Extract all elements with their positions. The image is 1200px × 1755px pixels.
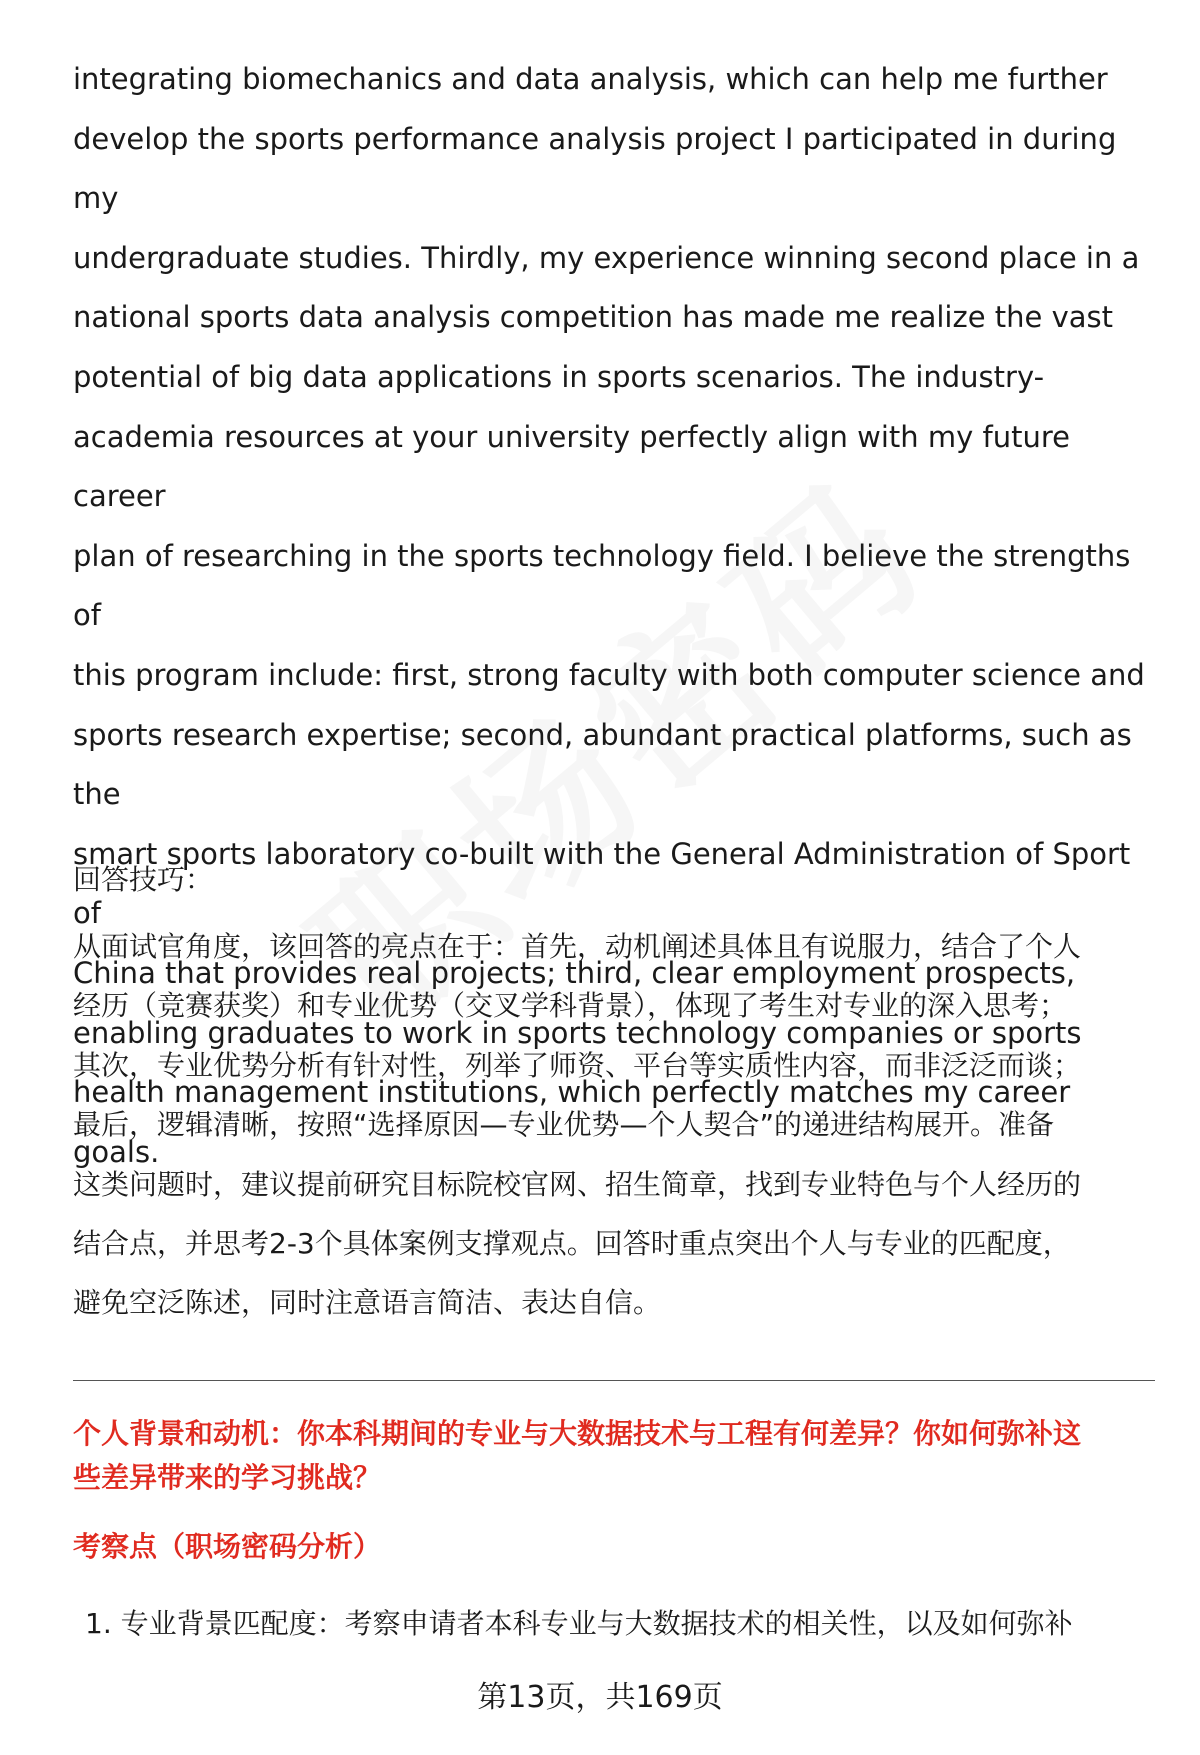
section-divider xyxy=(73,1380,1155,1381)
page-number: 第13页，共169页 xyxy=(477,1680,723,1715)
tips-label: 回答技巧： xyxy=(73,863,214,896)
answer-paragraph: integrating biomechanics and data analysis, which can help me further develop the sports performance analysis project I participated in during my undergraduate studies. Thirdly, my experience winning second place in a national sports data analysis competition has made me realize the vast potential of big data applications in sports scenarios. The industry- academia resources at your university perfectly align with my future career plan of researching in the sports technology field. I believe the strengths of this program include: first, strong faculty with both computer science and sports research expertise; second, abundant practical platforms, such as the smart sports laboratory co-built with the General Administration of Sport of China that provides real projects; third, clear employment prospects, enabling graduates to work in sports technology companies or sports health management institutions, which perfectly matches my career goals. xyxy=(73,62,1145,1169)
list-item: 1. 专业背景匹配度：考察申请者本科专业与大数据技术的相关性，以及如何弥补 xyxy=(85,1607,1073,1640)
tips-paragraph: 从面试官角度，该回答的亮点在于：首先，动机阐述具体且有说服力，结合了个人 经历（竞赛获奖）和专业优势（交叉学科背景），体现了考生对专业的深入思考； 其次，专业优势分析有针对性，列举了师资、平台等实质性内容，而非泛泛而谈； 最后，逻辑清晰，按照“选择原因—专业优势—个人契合”的递进结构展开。准备 这类问题时，建议提前研究目标院校官网、招生简章，找到专业特色与个人经历的 结合点，并思考2-3个具体案例支撑观点。回答时重点突出个人与专业的匹配度， 避免空泛陈述，同时注意语言简洁、表达自信。 xyxy=(73,930,1082,1320)
assessment-points-heading: 考察点（职场密码分析） xyxy=(73,1530,382,1563)
question-title: 个人背景和动机：你本科期间的专业与大数据技术与工程有何差异？你如何弥补这 些差异带来的学习挑战？ xyxy=(73,1417,1082,1494)
